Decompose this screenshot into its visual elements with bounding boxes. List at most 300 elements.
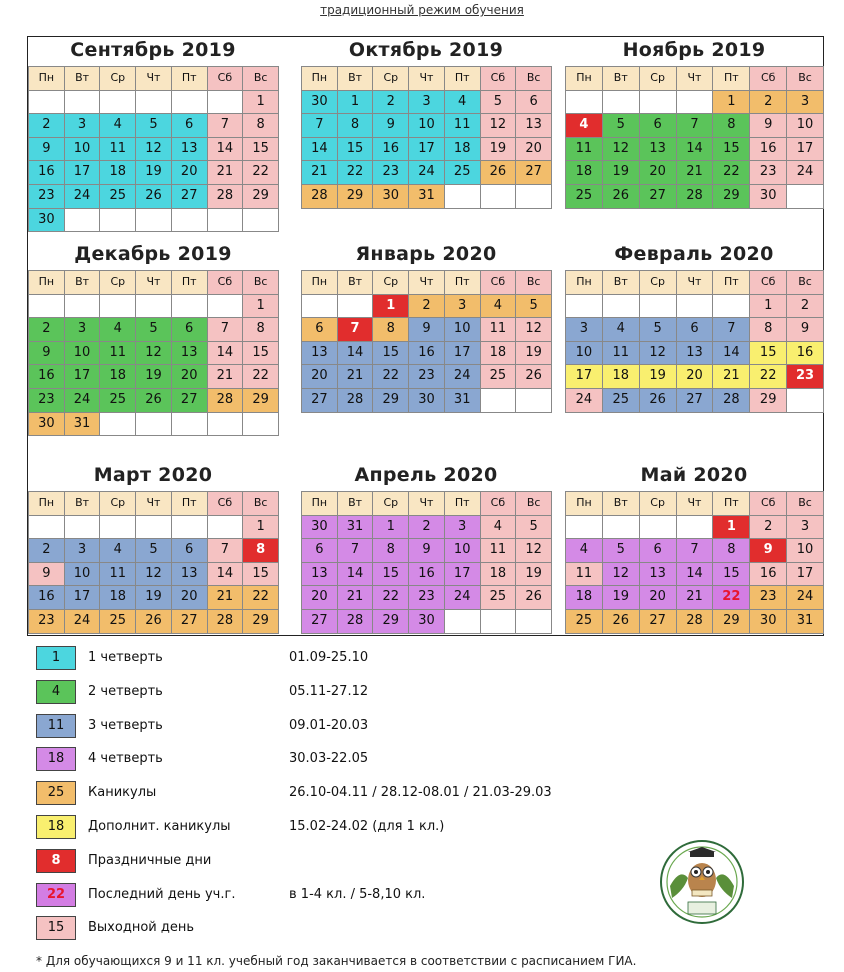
empty-cell	[445, 610, 481, 634]
weekday-header: Вт	[338, 67, 374, 91]
day-cell: 5	[136, 114, 172, 138]
weekday-header: Пт	[172, 271, 208, 295]
empty-cell	[100, 413, 136, 437]
footnote: * Для обучающихся 9 и 11 кл. учебный год заканчивается в соответствии с расписанием ГИА.	[36, 954, 637, 968]
day-cell: 30	[29, 413, 65, 437]
legend-swatch: 18	[36, 815, 76, 839]
day-cell: 11	[566, 563, 603, 587]
day-cell: 7	[302, 114, 338, 138]
weekday-header: Ср	[373, 67, 409, 91]
day-cell: 6	[302, 539, 338, 563]
empty-cell	[787, 389, 824, 413]
day-cell: 29	[713, 610, 750, 634]
day-cell: 5	[136, 318, 172, 342]
day-cell: 23	[409, 586, 445, 610]
day-cell: 4	[100, 318, 136, 342]
weekday-header: Пн	[302, 271, 338, 295]
month-title: Декабрь 2019	[74, 243, 232, 265]
day-cell: 13	[172, 342, 208, 366]
day-cell: 9	[750, 539, 787, 563]
legend-label: Выходной день	[88, 920, 194, 936]
empty-cell	[566, 295, 603, 319]
day-cell: 12	[136, 563, 172, 587]
day-cell: 24	[65, 389, 101, 413]
empty-cell	[338, 295, 374, 319]
empty-cell	[603, 295, 640, 319]
legend-label: Дополнит. каникулы	[88, 819, 231, 834]
day-cell: 27	[640, 185, 677, 209]
weekday-header: Вс	[243, 492, 279, 516]
day-cell: 1	[243, 516, 279, 540]
day-cell: 1	[713, 91, 750, 115]
weekday-header: Сб	[750, 271, 787, 295]
day-cell: 18	[566, 586, 603, 610]
day-cell: 20	[172, 586, 208, 610]
empty-cell	[640, 91, 677, 115]
month-title: Январь 2020	[355, 243, 497, 265]
legend-swatch: 1	[36, 646, 76, 670]
day-cell: 30	[750, 610, 787, 634]
day-cell: 21	[338, 365, 374, 389]
day-cell: 17	[409, 138, 445, 162]
day-cell: 19	[481, 138, 517, 162]
day-cell: 13	[677, 342, 714, 366]
day-cell: 19	[603, 586, 640, 610]
day-cell: 10	[65, 342, 101, 366]
legend-range: в 1-4 кл. / 5-8,10 кл.	[289, 886, 426, 902]
day-cell: 28	[677, 610, 714, 634]
weekday-header: Чт	[677, 492, 714, 516]
empty-cell	[172, 516, 208, 540]
day-cell: 17	[566, 365, 603, 389]
weekday-header: Пн	[566, 271, 603, 295]
day-cell: 19	[603, 161, 640, 185]
day-cell: 2	[750, 91, 787, 115]
day-cell: 31	[65, 413, 101, 437]
day-cell: 23	[787, 365, 824, 389]
weekday-header: Ср	[373, 492, 409, 516]
weekday-header: Пн	[29, 492, 65, 516]
day-cell: 23	[29, 389, 65, 413]
empty-cell	[172, 91, 208, 115]
day-cell: 17	[65, 365, 101, 389]
weekday-header: Вс	[516, 271, 552, 295]
weekday-header: Сб	[750, 67, 787, 91]
day-cell: 4	[566, 539, 603, 563]
weekday-header: Вт	[338, 492, 374, 516]
day-cell: 22	[713, 161, 750, 185]
day-cell: 8	[373, 539, 409, 563]
day-cell: 3	[445, 295, 481, 319]
month-grid	[28, 270, 279, 436]
day-cell: 8	[243, 114, 279, 138]
legend-label: Каникулы	[88, 785, 157, 801]
day-cell: 16	[29, 161, 65, 185]
day-cell: 20	[640, 586, 677, 610]
day-cell: 6	[640, 539, 677, 563]
weekday-header: Пт	[172, 67, 208, 91]
day-cell: 14	[338, 563, 374, 587]
day-cell: 8	[338, 114, 374, 138]
day-cell: 29	[243, 610, 279, 634]
day-cell: 25	[481, 365, 517, 389]
day-cell: 27	[516, 161, 552, 185]
legend-label: Последний день уч.г.	[88, 886, 236, 902]
day-cell: 18	[481, 342, 517, 366]
day-cell: 29	[243, 389, 279, 413]
day-cell: 10	[65, 138, 101, 162]
day-cell: 19	[640, 365, 677, 389]
legend-swatch: 25	[36, 781, 76, 805]
weekday-header: Чт	[136, 492, 172, 516]
day-cell: 1	[713, 516, 750, 540]
empty-cell	[136, 413, 172, 437]
day-cell: 22	[373, 586, 409, 610]
day-cell: 5	[516, 295, 552, 319]
empty-cell	[100, 209, 136, 233]
weekday-header: Вс	[243, 271, 279, 295]
weekday-header: Ср	[100, 492, 136, 516]
day-cell: 10	[787, 539, 824, 563]
day-cell: 22	[338, 161, 374, 185]
empty-cell	[445, 185, 481, 209]
month-grid	[301, 66, 552, 209]
empty-cell	[208, 209, 244, 233]
empty-cell	[640, 516, 677, 540]
day-cell: 21	[713, 365, 750, 389]
day-cell: 1	[338, 91, 374, 115]
day-cell: 12	[603, 138, 640, 162]
day-cell: 2	[409, 295, 445, 319]
day-cell: 26	[136, 185, 172, 209]
empty-cell	[516, 389, 552, 413]
empty-cell	[65, 516, 101, 540]
legend-label: 1 четверть	[88, 650, 163, 665]
day-cell: 26	[136, 610, 172, 634]
day-cell: 8	[243, 539, 279, 563]
day-cell: 17	[65, 586, 101, 610]
month-title: Апрель 2020	[354, 464, 498, 486]
weekday-header: Ср	[373, 271, 409, 295]
legend-swatch: 8	[36, 849, 76, 873]
weekday-header: Вт	[338, 271, 374, 295]
weekday-header: Пн	[302, 492, 338, 516]
day-cell: 17	[65, 161, 101, 185]
empty-cell	[208, 516, 244, 540]
day-cell: 1	[243, 91, 279, 115]
day-cell: 11	[481, 318, 517, 342]
day-cell: 17	[445, 563, 481, 587]
day-cell: 10	[409, 114, 445, 138]
day-cell: 30	[302, 91, 338, 115]
weekday-header: Пн	[29, 67, 65, 91]
weekday-header: Сб	[750, 492, 787, 516]
day-cell: 15	[373, 563, 409, 587]
day-cell: 7	[208, 114, 244, 138]
day-cell: 5	[603, 114, 640, 138]
weekday-header: Чт	[409, 67, 445, 91]
day-cell: 5	[640, 318, 677, 342]
day-cell: 28	[338, 610, 374, 634]
day-cell: 22	[373, 365, 409, 389]
weekday-header: Ср	[100, 271, 136, 295]
day-cell: 13	[302, 342, 338, 366]
empty-cell	[640, 295, 677, 319]
day-cell: 7	[208, 318, 244, 342]
day-cell: 9	[750, 114, 787, 138]
day-cell: 28	[338, 389, 374, 413]
day-cell: 3	[787, 516, 824, 540]
day-cell: 3	[65, 318, 101, 342]
day-cell: 9	[373, 114, 409, 138]
day-cell: 7	[677, 114, 714, 138]
day-cell: 18	[445, 138, 481, 162]
weekday-header: Чт	[677, 67, 714, 91]
empty-cell	[208, 295, 244, 319]
day-cell: 8	[373, 318, 409, 342]
day-cell: 2	[373, 91, 409, 115]
empty-cell	[29, 516, 65, 540]
day-cell: 27	[640, 610, 677, 634]
day-cell: 1	[750, 295, 787, 319]
day-cell: 2	[787, 295, 824, 319]
day-cell: 27	[172, 610, 208, 634]
month-title: Сентябрь 2019	[70, 39, 236, 61]
day-cell: 31	[338, 516, 374, 540]
day-cell: 13	[516, 114, 552, 138]
empty-cell	[677, 516, 714, 540]
day-cell: 26	[603, 185, 640, 209]
day-cell: 4	[481, 516, 517, 540]
day-cell: 30	[409, 610, 445, 634]
weekday-header: Чт	[136, 271, 172, 295]
day-cell: 21	[208, 586, 244, 610]
weekday-header: Пт	[713, 492, 750, 516]
weekday-header: Вт	[65, 67, 101, 91]
day-cell: 4	[603, 318, 640, 342]
day-cell: 15	[243, 342, 279, 366]
day-cell: 20	[677, 365, 714, 389]
month-grid	[565, 491, 824, 634]
day-cell: 13	[640, 138, 677, 162]
day-cell: 14	[338, 342, 374, 366]
day-cell: 18	[100, 365, 136, 389]
legend-swatch: 15	[36, 916, 76, 940]
day-cell: 24	[445, 365, 481, 389]
day-cell: 13	[640, 563, 677, 587]
weekday-header: Вт	[65, 271, 101, 295]
day-cell: 4	[566, 114, 603, 138]
day-cell: 29	[373, 389, 409, 413]
day-cell: 11	[100, 138, 136, 162]
empty-cell	[208, 413, 244, 437]
empty-cell	[677, 295, 714, 319]
month-grid	[301, 491, 552, 634]
day-cell: 1	[373, 295, 409, 319]
month-title: Февраль 2020	[614, 243, 774, 265]
weekday-header: Вт	[65, 492, 101, 516]
day-cell: 29	[243, 185, 279, 209]
day-cell: 4	[481, 295, 517, 319]
day-cell: 25	[603, 389, 640, 413]
day-cell: 20	[172, 161, 208, 185]
day-cell: 31	[787, 610, 824, 634]
empty-cell	[65, 295, 101, 319]
empty-cell	[243, 413, 279, 437]
day-cell: 21	[208, 365, 244, 389]
empty-cell	[100, 295, 136, 319]
day-cell: 16	[29, 586, 65, 610]
day-cell: 17	[787, 563, 824, 587]
day-cell: 14	[208, 342, 244, 366]
day-cell: 18	[100, 586, 136, 610]
day-cell: 19	[516, 342, 552, 366]
weekday-header: Ср	[640, 271, 677, 295]
day-cell: 20	[302, 365, 338, 389]
day-cell: 7	[208, 539, 244, 563]
day-cell: 9	[29, 563, 65, 587]
legend-range: 01.09-25.10	[289, 650, 369, 665]
day-cell: 26	[640, 389, 677, 413]
day-cell: 8	[750, 318, 787, 342]
day-cell: 5	[516, 516, 552, 540]
empty-cell	[136, 516, 172, 540]
day-cell: 10	[445, 318, 481, 342]
day-cell: 19	[516, 563, 552, 587]
day-cell: 4	[100, 539, 136, 563]
empty-cell	[677, 91, 714, 115]
day-cell: 3	[409, 91, 445, 115]
month-title: Март 2020	[93, 464, 213, 486]
weekday-header: Пт	[445, 67, 481, 91]
day-cell: 15	[338, 138, 374, 162]
day-cell: 26	[516, 586, 552, 610]
day-cell: 9	[29, 342, 65, 366]
month-grid	[565, 270, 824, 413]
day-cell: 28	[208, 610, 244, 634]
day-cell: 21	[677, 161, 714, 185]
month-title: Май 2020	[640, 464, 748, 486]
legend-label: 3 четверть	[88, 717, 163, 733]
day-cell: 21	[302, 161, 338, 185]
empty-cell	[136, 295, 172, 319]
day-cell: 2	[409, 516, 445, 540]
day-cell: 11	[566, 138, 603, 162]
weekday-header: Вт	[603, 271, 640, 295]
weekday-header: Сб	[208, 67, 244, 91]
day-cell: 15	[713, 563, 750, 587]
weekday-header: Чт	[409, 271, 445, 295]
day-cell: 9	[787, 318, 824, 342]
page-title: традиционный режим обучения	[320, 3, 524, 17]
day-cell: 19	[136, 365, 172, 389]
day-cell: 11	[603, 342, 640, 366]
weekday-header: Ср	[640, 492, 677, 516]
day-cell: 12	[136, 138, 172, 162]
legend-swatch: 4	[36, 680, 76, 704]
day-cell: 17	[787, 138, 824, 162]
day-cell: 14	[302, 138, 338, 162]
empty-cell	[713, 295, 750, 319]
day-cell: 6	[677, 318, 714, 342]
day-cell: 24	[566, 389, 603, 413]
day-cell: 9	[409, 539, 445, 563]
day-cell: 5	[481, 91, 517, 115]
empty-cell	[172, 295, 208, 319]
empty-cell	[566, 91, 603, 115]
day-cell: 21	[338, 586, 374, 610]
empty-cell	[243, 209, 279, 233]
day-cell: 8	[713, 114, 750, 138]
day-cell: 6	[172, 539, 208, 563]
day-cell: 19	[136, 161, 172, 185]
day-cell: 13	[172, 563, 208, 587]
weekday-header: Пн	[566, 67, 603, 91]
legend-range: 26.10-04.11 / 28.12-08.01 / 21.03-29.03	[289, 785, 552, 801]
day-cell: 18	[481, 563, 517, 587]
weekday-header: Сб	[208, 271, 244, 295]
day-cell: 6	[172, 114, 208, 138]
day-cell: 16	[787, 342, 824, 366]
month-grid	[28, 491, 279, 634]
weekday-header: Пт	[172, 492, 208, 516]
weekday-header: Чт	[409, 492, 445, 516]
weekday-header: Вт	[603, 492, 640, 516]
day-cell: 27	[172, 389, 208, 413]
day-cell: 28	[713, 389, 750, 413]
day-cell: 3	[65, 539, 101, 563]
day-cell: 3	[445, 516, 481, 540]
weekday-header: Чт	[136, 67, 172, 91]
day-cell: 26	[516, 365, 552, 389]
day-cell: 21	[208, 161, 244, 185]
empty-cell	[100, 91, 136, 115]
weekday-header: Пн	[29, 271, 65, 295]
empty-cell	[603, 516, 640, 540]
month-grid	[28, 66, 279, 232]
day-cell: 23	[750, 586, 787, 610]
day-cell: 1	[243, 295, 279, 319]
day-cell: 16	[29, 365, 65, 389]
empty-cell	[65, 91, 101, 115]
day-cell: 2	[29, 318, 65, 342]
day-cell: 6	[516, 91, 552, 115]
empty-cell	[136, 91, 172, 115]
day-cell: 9	[29, 138, 65, 162]
day-cell: 24	[445, 586, 481, 610]
day-cell: 18	[603, 365, 640, 389]
day-cell: 22	[713, 586, 750, 610]
day-cell: 2	[29, 114, 65, 138]
day-cell: 12	[136, 342, 172, 366]
day-cell: 3	[65, 114, 101, 138]
day-cell: 23	[750, 161, 787, 185]
day-cell: 11	[481, 539, 517, 563]
day-cell: 30	[302, 516, 338, 540]
day-cell: 25	[100, 389, 136, 413]
day-cell: 3	[566, 318, 603, 342]
day-cell: 1	[373, 516, 409, 540]
month-grid	[565, 66, 824, 209]
empty-cell	[29, 295, 65, 319]
weekday-header: Сб	[481, 271, 517, 295]
day-cell: 10	[787, 114, 824, 138]
weekday-header: Чт	[677, 271, 714, 295]
weekday-header: Вс	[516, 492, 552, 516]
day-cell: 22	[243, 365, 279, 389]
empty-cell	[100, 516, 136, 540]
empty-cell	[481, 610, 517, 634]
